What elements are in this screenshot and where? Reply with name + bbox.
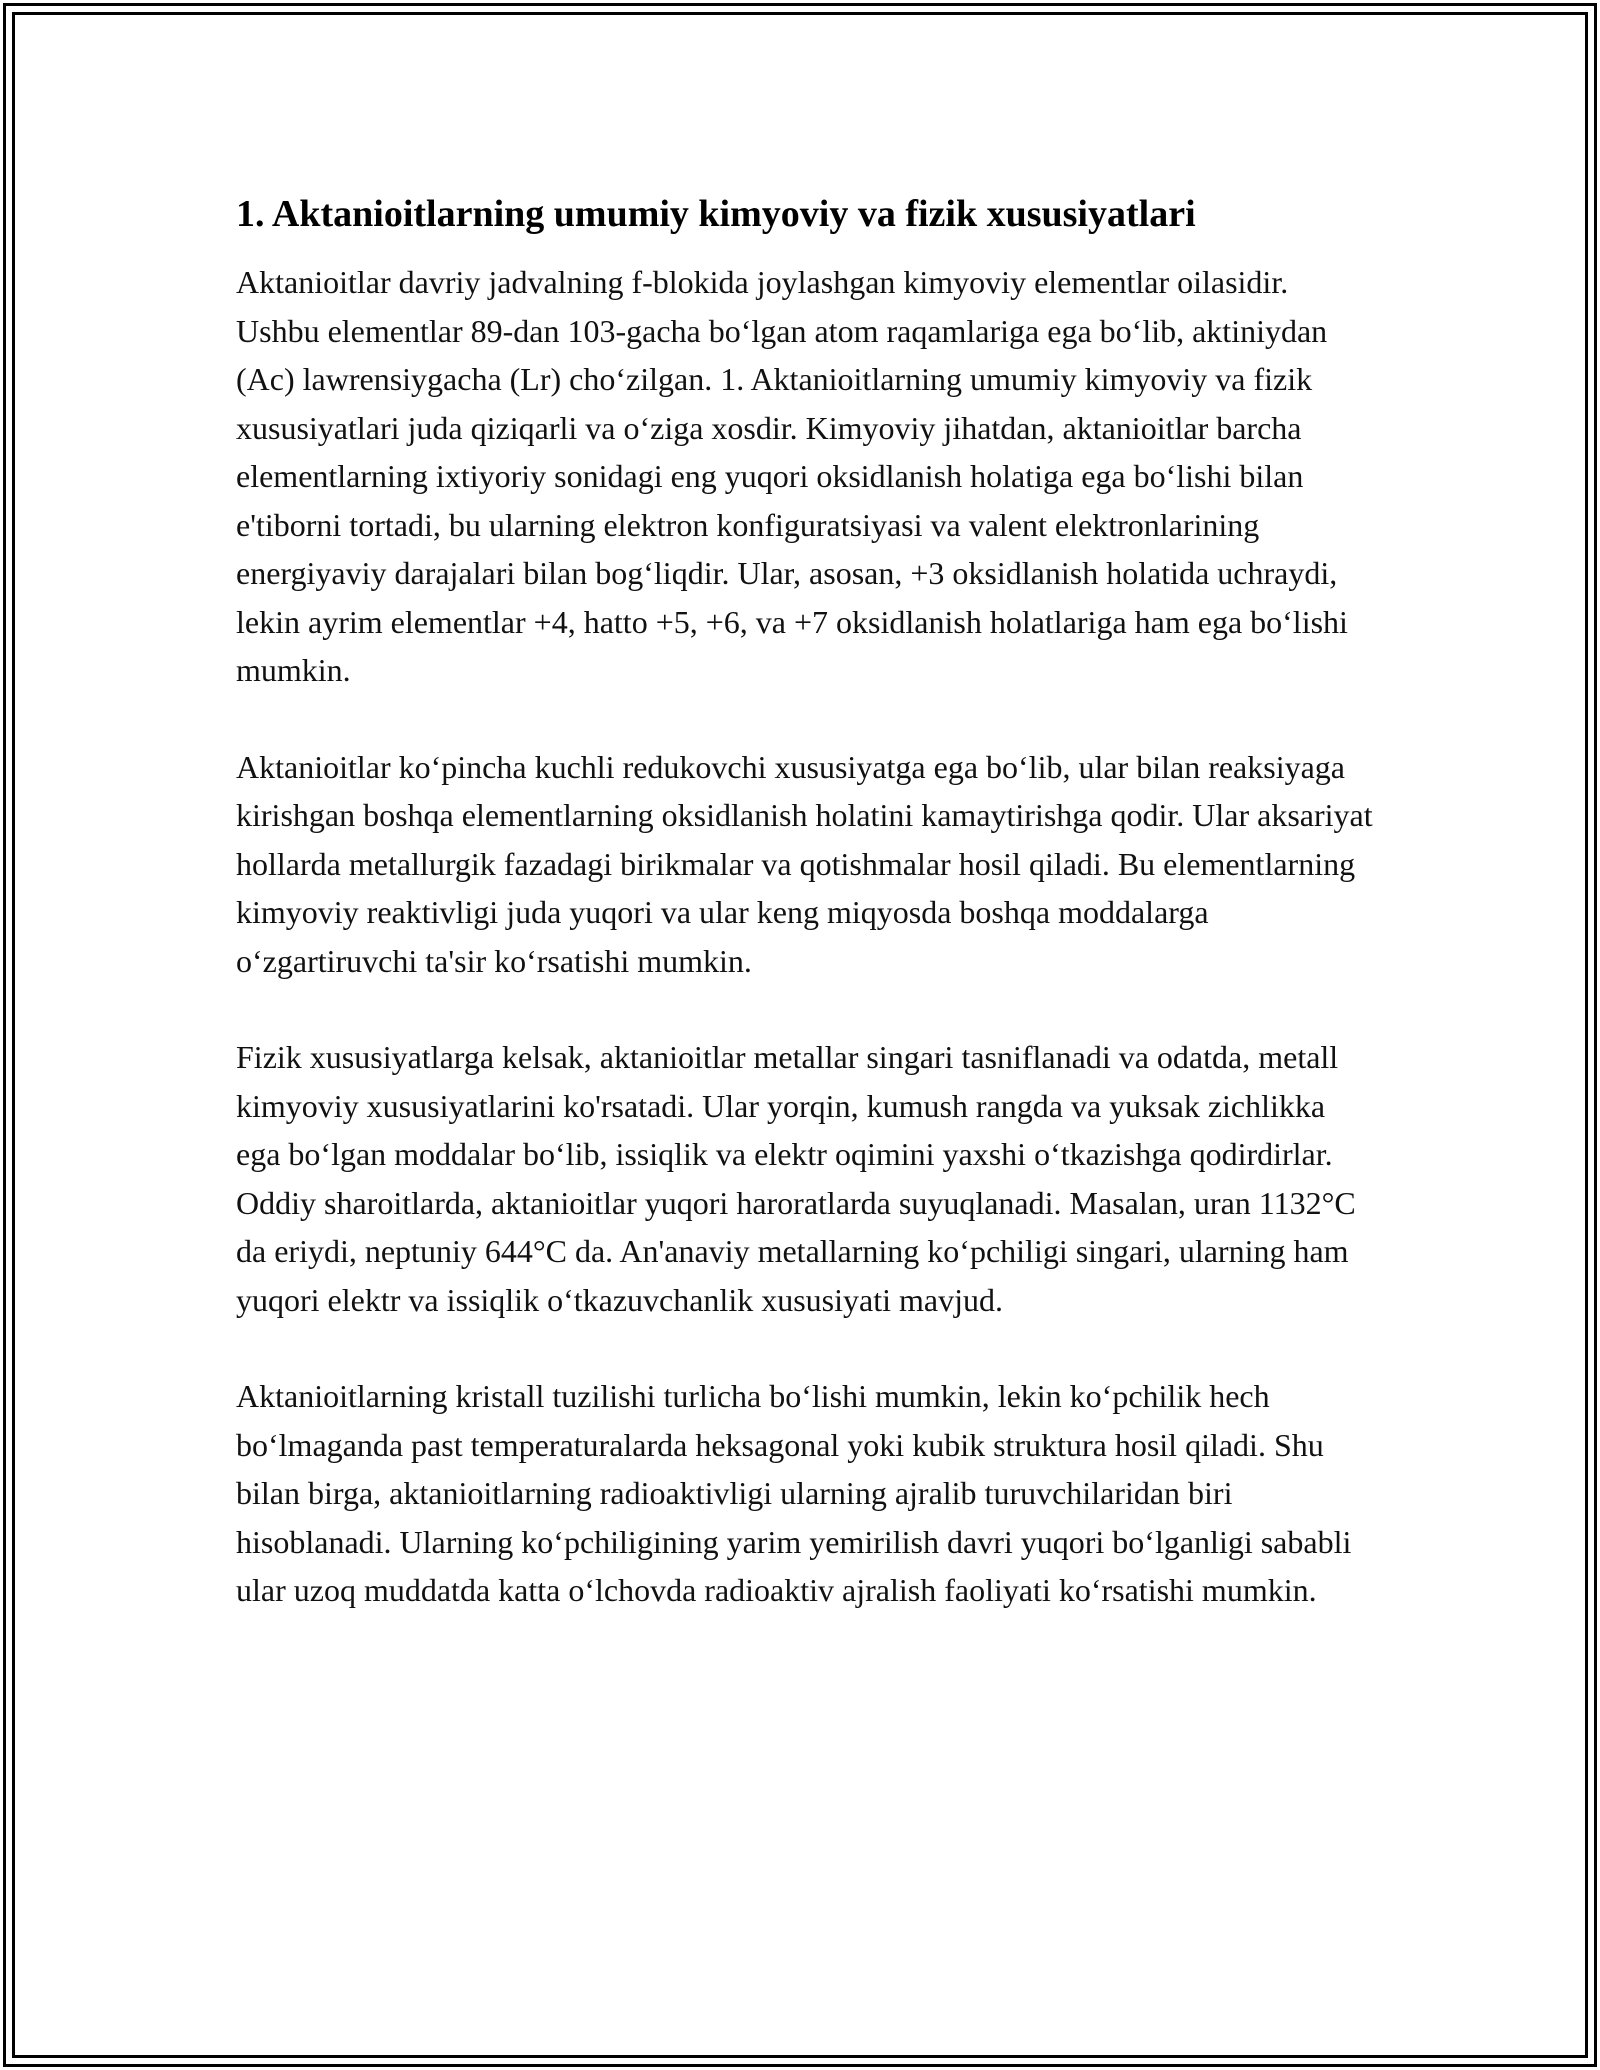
document-body	[236, 190, 1376, 1663]
section-heading: 1. Aktanioitlarning umumiy kimyoviy va fizik xususiyatlari	[236, 193, 1196, 235]
paragraph-4: Aktanioitlarning kristall tuzilishi turlicha bo‘lishi mumkin, lekin ko‘pchilik hech bo‘lmaganda past temperaturalarda heksagonal yoki kubik struktura hosil qiladi. Shu bilan birga, aktanioitlarning radioaktivligi ularning ajralib turuvchilaridan biri hisoblanadi. Ularning ko‘pchiligining yarim yemirilish davri yuqori bo‘lganligi sababli ular uzoq muddatda katta o‘lchovda radioaktiv ajralish faoliyati ko‘rsatishi mumkin.	[236, 1378, 1352, 1608]
paragraph-3: Fizik xususiyatlarga kelsak, aktanioitlar metallar singari tasniflanadi va odatda, metall kimyoviy xususiyatlarini ko'rsatadi. Ular yorqin, kumush rangda va yuksak zichlikka ega bo‘lgan moddalar bo‘lib, issiqlik va elektr oqimini yaxshi o‘tkazishga qodirdirlar. Oddiy sharoitlarda, aktanioitlar yuqori haroratlarda suyuqlanadi. Masalan, uran 1132°C da eriydi, neptuniy 644°C da. An'anaviy metallarning ko‘pchiligi singari, ularning ham yuqori elektr va issiqlik o‘tkazuvchanlik xususiyati mavjud.	[236, 1039, 1356, 1318]
paragraph-1: Aktanioitlar davriy jadvalning f-blokida joylashgan kimyoviy elementlar oilasidir. Ushbu elementlar 89-dan 103-gacha bo‘lgan atom raqamlariga ega bo‘lib, aktiniydan (Ac) lawrensiygacha (Lr) cho‘zilgan. 1. Aktanioitlarning umumiy kimyoviy va fizik xususiyatlari juda qiziqarli va o‘ziga xosdir. Kimyoviy jihatdan, aktanioitlar barcha elementlarning ixtiyoriy sonidagi eng yuqori oksidlanish holatiga ega bo‘lishi bilan e'tiborni tortadi, bu ularning elektron konfiguratsiyasi va valent elektronlarining energiyaviy darajalari bilan bog‘liqdir. Ular, asosan, +3 oksidlanish holatida uchraydi, lekin ayrim elementlar +4, hatto +5, +6, va +7 oksidlanish holatlariga ham ega bo‘lishi mumkin.	[236, 264, 1348, 688]
paragraph-2: Aktanioitlar ko‘pincha kuchli redukovchi xususiyatga ega bo‘lib, ular bilan reaksiyaga kirishgan boshqa elementlarning oksidlanish holatini kamaytirishga qodir. Ular aksariyat hollarda metallurgik fazadagi birikmalar va qotishmalar hosil qiladi. Bu elementlarning kimyoviy reaktivligi juda yuqori va ular keng miqyosda boshqa moddalarga o‘zgartiruvchi ta'sir ko‘rsatishi mumkin.	[236, 748, 1373, 979]
